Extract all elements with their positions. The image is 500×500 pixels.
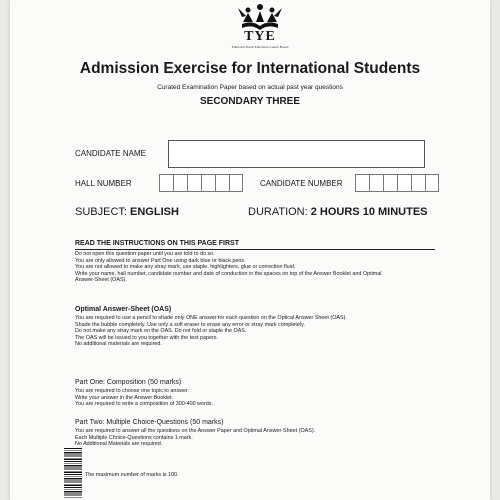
instructions-list <box>75 251 381 284</box>
level-heading: SECONDARY THREE <box>199 96 300 107</box>
oas-list <box>75 315 347 348</box>
instructions-divider <box>75 249 435 250</box>
logo-tagline: Edutorial Youth Education Centre Based <box>231 45 289 49</box>
part-one-line: Write your answer in the Answer Booklet. <box>75 394 174 401</box>
part-one-title: Part One: Composition (50 marks) <box>75 379 182 386</box>
instruction-line: Do not open this question paper until you are told to do so. <box>75 251 215 257</box>
duration-line <box>248 206 428 218</box>
duration-label: DURATION: <box>248 206 308 218</box>
instruction-line: You are not allowed to make any stray mark, use staple, highlighters, glue or correction fluid. <box>75 264 296 271</box>
part-one-list <box>75 388 213 408</box>
oas-line: No additional materials are required. <box>75 341 162 348</box>
subject-value: ENGLISH <box>130 206 179 218</box>
max-marks-note: The maximum number of marks is 100. <box>85 472 179 478</box>
oas-line: Do not make any stray mark on the OAS. Do not fold or staple the OAS. <box>75 328 247 335</box>
duration-value: 2 HOURS 10 MINUTES <box>310 206 428 218</box>
candidate-name-field[interactable] <box>168 140 425 168</box>
oas-title: Optimal Answer-Sheet (OAS) <box>75 306 172 313</box>
subject-label: SUBJECT: <box>75 206 127 218</box>
page-subtitle: Curated Examination Paper based on actual past year questions <box>157 84 343 91</box>
part-two-line: Each Multiple Choice-Questions contains 1 mark. <box>75 434 193 441</box>
part-two-title: Part Two: Multiple Choice-Questions (50 marks) <box>75 419 224 426</box>
part-two-line: You are required to answer all the questions on the Answer Paper and Optimal Answer-Sheet (OAS). <box>75 428 316 434</box>
part-two-list <box>75 428 315 448</box>
candidate-number-field[interactable] <box>356 174 439 192</box>
part-one-line: You are required to choose one topic to answer. <box>75 388 189 394</box>
exam-cover-page <box>10 0 490 500</box>
oas-line: You are required to use a pencil to shade only ONE answer for each question on the Optical Answer Sheet (OAS). <box>75 315 347 321</box>
candidate-number-label: CANDIDATE NUMBER <box>260 179 343 188</box>
instructions-title: READ THE INSTRUCTIONS ON THIS PAGE FIRST <box>75 240 239 247</box>
oas-line: The OAS will be issued to you together with the test papers. <box>75 334 218 341</box>
logo-name: TYE <box>244 29 276 44</box>
page-title: Admission Exercise for International Students <box>79 60 421 77</box>
instruction-line: You are only allowed to answer Part One using dark blue or black pens. <box>75 257 246 264</box>
part-one-line: You are required to write a composition of 300-400 words. <box>75 401 213 408</box>
oas-line: Shade the bubble completely. Use only a soft eraser to erase any error or stray mark completely. <box>75 321 305 328</box>
instruction-line: Write your name, hall number, candidate number and date of conduction in the spaces on top of the Answer Booklet and Optimal <box>75 270 382 277</box>
candidate-name-label: CANDIDATE NAME <box>75 149 146 158</box>
hall-number-label: HALL NUMBER <box>75 179 132 188</box>
hall-number-field[interactable] <box>160 174 243 192</box>
part-two-line: No Additional Materials are required. <box>75 441 163 448</box>
subject-line <box>75 206 179 218</box>
barcode-icon <box>64 448 82 498</box>
instruction-line: Answer-Sheet (OAS). <box>75 277 127 284</box>
